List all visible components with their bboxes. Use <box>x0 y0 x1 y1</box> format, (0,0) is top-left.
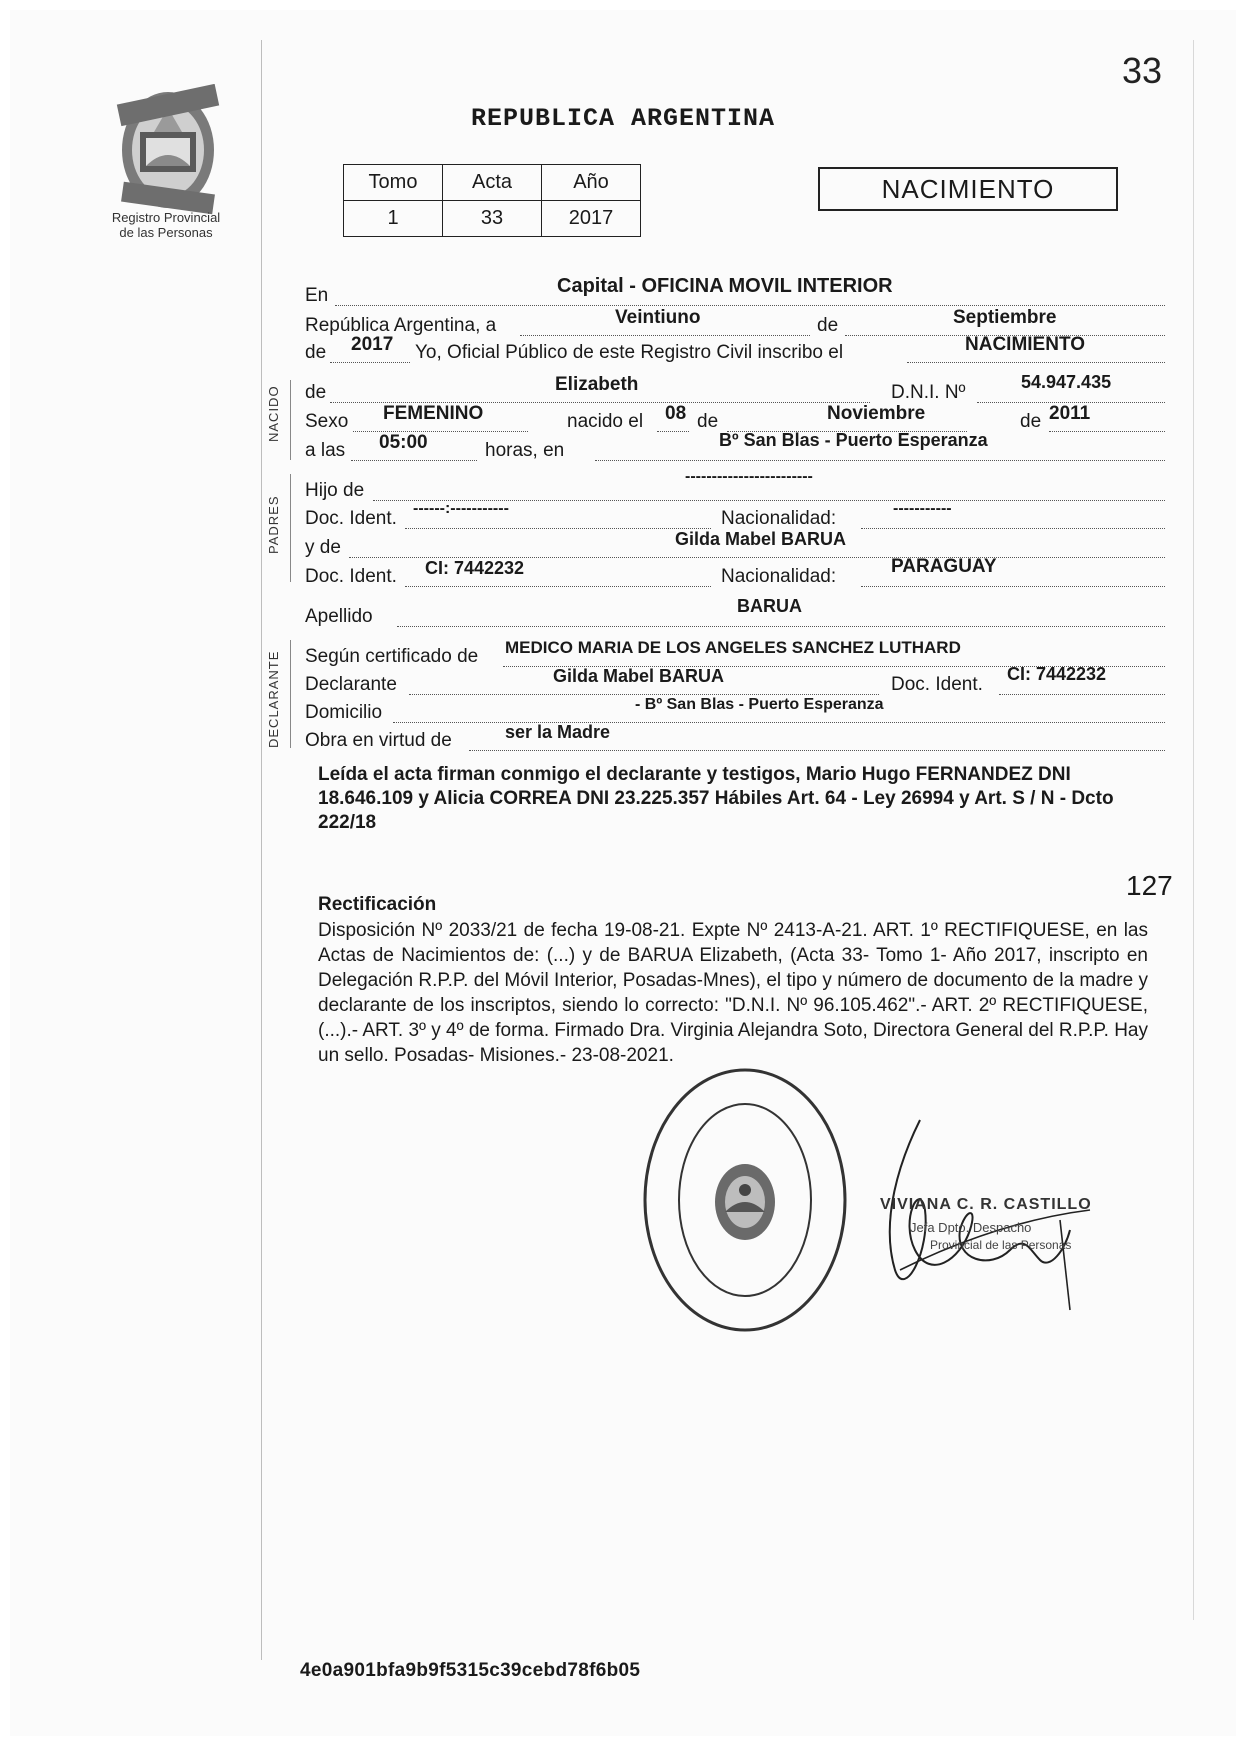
stamp-line2: Provincial de las Personas <box>930 1238 1072 1252</box>
yo-label: Yo, Oficial Público de este Registro Civil inscribo el <box>415 342 844 363</box>
table-header-tomo: Tomo <box>344 165 443 201</box>
margin-line <box>261 40 262 1660</box>
birth-year-value: 2011 <box>1049 403 1091 424</box>
document-hash: 4e0a901bfa9b9f5315c39cebd78f6b05 <box>300 1660 641 1681</box>
document-heading: REPUBLICA ARGENTINA <box>470 104 776 133</box>
hijo-label: Hijo de <box>305 480 365 501</box>
dotted-line <box>405 528 711 529</box>
sexo-label: Sexo <box>305 411 349 432</box>
en-value: Capital - OFICINA MOVIL INTERIOR <box>557 275 893 297</box>
nacido-bracket <box>290 380 291 460</box>
year-label: de <box>305 342 327 363</box>
year-value: 2017 <box>351 334 394 355</box>
mother-value: Gilda Mabel BARUA <box>675 529 847 549</box>
rectification-body: Disposición Nº 2033/21 de fecha 19-08-21. Expte Nº 2413-A-21. ART. 1º RECTIFIQUESE, en las Actas de Nacimientos de: (...) y de BARUA Elizabeth, (Acta 33- Tomo 1- Año 2017, inscripto en Delegación R.P.P. del Móvil Interior, Posadas-Mnes), el tipo y número de documento de la madre y declarante de los inscriptos, siendo lo correcto: "D.N.I. Nº 96.105.462".- ART. 2º RECTIFIQUESE, (...).- ART. 3º y 4º de forma. Firmado Dra. Virginia Alejandra Soto, Directora General del R.P.P. Hay un sello. Posadas- Misiones.- 23-08-2021. <box>318 920 1148 1066</box>
declarante-doc-value: CI: 7442232 <box>1007 664 1107 684</box>
doc1-value: ------:----------- <box>413 500 509 517</box>
dotted-line <box>409 694 879 695</box>
right-margin-line <box>1193 40 1194 1620</box>
doc1-label: Doc. Ident. <box>305 508 397 529</box>
document-type-box: NACIMIENTO <box>818 167 1118 211</box>
horas-label: horas, en <box>485 440 565 461</box>
nac1-value: ----------- <box>893 500 952 517</box>
dotted-line <box>351 460 477 461</box>
birth-de1-label: de <box>697 411 719 432</box>
domicilio-label: Domicilio <box>305 702 383 723</box>
closing-statement: Leída el acta firman conmigo el declarante y testigos, Mario Hugo FERNANDEZ DNI 18.646.109 y Alicia CORREA DNI 23.225.357 Hábiles Art. 64 - Ley 26994 y Art. S / N - Dcto 222/18 <box>318 764 1114 833</box>
apellido-value: BARUA <box>737 596 802 616</box>
dotted-line <box>999 694 1165 695</box>
table-value-tomo: 1 <box>344 201 443 237</box>
side-label-nacido: NACIDO <box>266 385 281 442</box>
sexo-value: FEMENINO <box>383 403 484 424</box>
dni-value: 54.947.435 <box>1021 372 1112 392</box>
dotted-line <box>405 586 711 587</box>
declarante-value: Gilda Mabel BARUA <box>553 666 725 686</box>
dotted-line <box>595 460 1165 461</box>
apellido-label: Apellido <box>305 606 373 627</box>
rectification-number: 127 <box>1126 870 1173 901</box>
dotted-line <box>330 362 410 363</box>
nac2-value: PARAGUAY <box>891 556 997 577</box>
dotted-line <box>907 362 1165 363</box>
side-label-padres: PADRES <box>266 495 281 554</box>
side-label-declarante: DECLARANTE <box>266 650 281 748</box>
dotted-line <box>335 305 1165 306</box>
father-value: ------------------------ <box>685 468 813 485</box>
nacido-label: nacido el <box>567 411 644 432</box>
republica-label: República Argentina, a <box>305 315 497 336</box>
registry-table <box>343 164 641 237</box>
nac1-label: Nacionalidad: <box>721 508 837 529</box>
dotted-line <box>397 626 1165 627</box>
cert-value: MEDICO MARIA DE LOS ANGELES SANCHEZ LUTHARD <box>505 638 961 657</box>
nac2-label: Nacionalidad: <box>721 566 837 587</box>
stamp-name: VIVIANA C. R. CASTILLO <box>880 1196 1092 1213</box>
cert-label: Según certificado de <box>305 646 479 667</box>
nombre-value: Elizabeth <box>555 374 639 395</box>
dni-label: D.N.I. Nº <box>891 382 966 403</box>
dotted-line <box>657 431 689 432</box>
registry-label-line1: Registro Provincial <box>111 210 221 225</box>
table-header-acta: Acta <box>443 165 542 201</box>
dotted-line <box>861 586 1165 587</box>
yde-label: y de <box>305 537 341 558</box>
dotted-line <box>1049 431 1165 432</box>
registry-label-line2: de las Personas <box>119 225 213 240</box>
month-value: Septiembre <box>953 307 1057 328</box>
domicilio-value: - Bº San Blas - Puerto Esperanza <box>635 696 884 713</box>
table-value-acta: 33 <box>443 201 542 237</box>
day-value: Veintiuno <box>615 307 701 328</box>
birth-de2-label: de <box>1020 411 1042 432</box>
inscribo-value: NACIMIENTO <box>965 334 1085 355</box>
place-value: Bº San Blas - Puerto Esperanza <box>719 430 988 450</box>
declarante-doc-label: Doc. Ident. <box>891 674 983 695</box>
birth-month-value: Noviembre <box>827 403 926 424</box>
birth-day-value: 08 <box>665 403 687 424</box>
doc2-label: Doc. Ident. <box>305 566 397 587</box>
rectification-title: Rectificación <box>318 894 437 915</box>
table-header-ano: Año <box>542 165 641 201</box>
nombre-label: de <box>305 382 327 403</box>
padres-bracket <box>290 474 291 582</box>
declarante-label: Declarante <box>305 674 397 695</box>
doc2-value: CI: 7442232 <box>425 558 525 578</box>
page-number: 33 <box>1122 50 1163 91</box>
registry-label <box>86 210 246 240</box>
de-label: de <box>817 315 839 336</box>
dotted-line <box>469 750 1165 751</box>
alas-label: a las <box>305 440 346 461</box>
table-value-ano: 2017 <box>542 201 641 237</box>
dotted-line <box>861 528 1165 529</box>
obra-label: Obra en virtud de <box>305 730 452 751</box>
dotted-line <box>520 335 810 336</box>
document-page <box>10 10 1236 1736</box>
en-label: En <box>305 285 329 306</box>
obra-value: ser la Madre <box>505 722 611 742</box>
time-value: 05:00 <box>379 432 428 453</box>
official-seal <box>640 1064 850 1336</box>
stamp-line1: Jefa Dpto. Despacho <box>910 1220 1032 1235</box>
declarante-bracket <box>290 640 291 748</box>
